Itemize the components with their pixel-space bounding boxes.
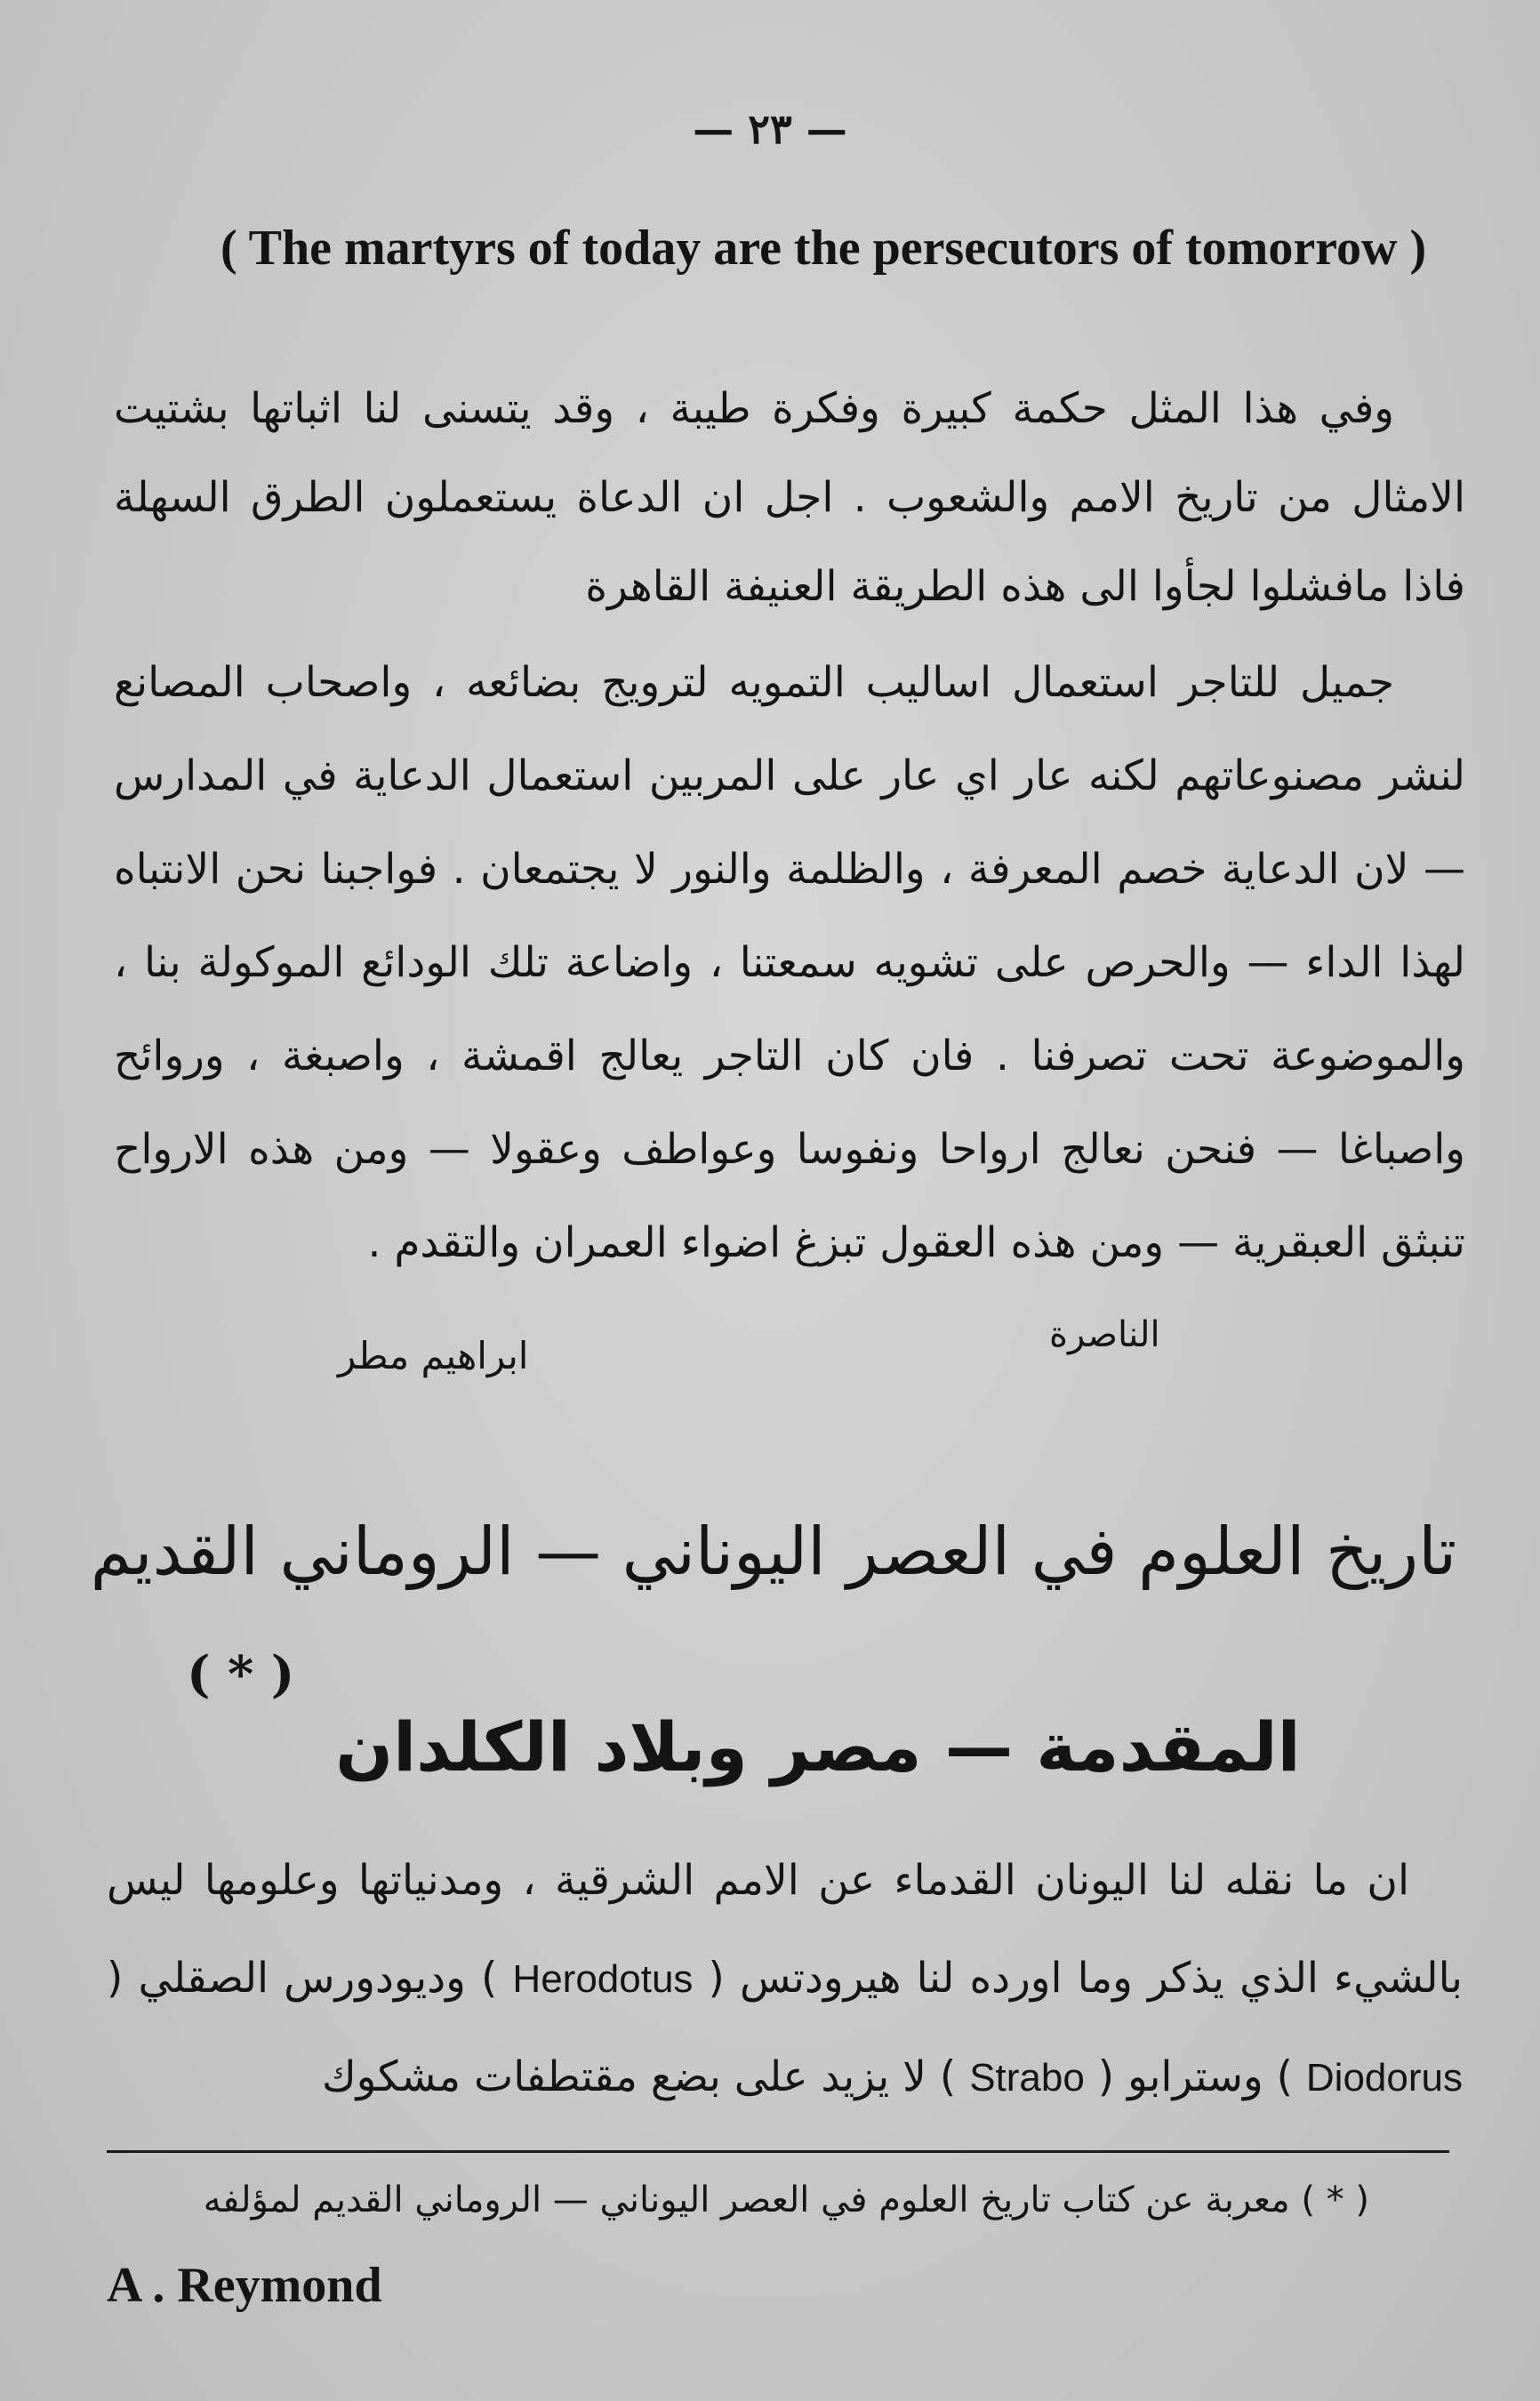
title-footnote-marker: ( * ) bbox=[187, 1645, 295, 1704]
body-text-4: ) لا يزيد على بضع مقتطفات مشكوك bbox=[321, 2052, 957, 2101]
body-text-2: ) وديودورس الصقلي ( bbox=[107, 1954, 498, 2003]
paragraph-1: وفي هذا المثل حكمة كبيرة وفكرة طيبة ، وقد يتسنى لنا اثباتها بشتيت الامثال من تاريخ الامم والشعوب . اجل ان الدعاة يستعملون الطرق السهلة فاذا مافشلوا لجأوا الى هذه الطريقة العنيفة القاهرة bbox=[114, 384, 1465, 611]
body-text-1: ان ما نقله لنا اليونان القدماء عن الامم الشرقية ، ومدنياتها وعلومها ليس بالشيء الذي يذكر وما اورده لنا هيرودتس ( bbox=[107, 1856, 1463, 2003]
article-subtitle: المقدمة — مصر وبلاد الكلدان bbox=[335, 1707, 1301, 1787]
footnote-divider bbox=[107, 2150, 1449, 2153]
article-title: تاريخ العلوم في العصر اليوناني — الروماني القديم bbox=[90, 1514, 1457, 1590]
body-text-3: ) وسترابو ( bbox=[1097, 2052, 1293, 2101]
latin-name-herodotus: Herodotus bbox=[512, 1957, 694, 2001]
article-body-paragraph bbox=[107, 1832, 1463, 2127]
signature-place: الناصرة bbox=[1049, 1314, 1160, 1355]
page-number: — ٢٣ — bbox=[693, 105, 847, 153]
latin-name-diodorus: Diodorus bbox=[1305, 2056, 1463, 2100]
footnote-text: ( * ) معربة عن كتاب تاريخ العلوم في العصر اليوناني — الروماني القديم لمؤلفه bbox=[203, 2180, 1369, 2220]
english-epigraph: ( The martyrs of today are the persecutors of tomorrow ) bbox=[221, 221, 1427, 276]
signature-author: ابراهيم مطر bbox=[338, 1334, 529, 1377]
latin-name-strabo: Strabo bbox=[969, 2056, 1085, 2100]
footnote-author: A . Reymond bbox=[107, 2258, 382, 2313]
paragraph-2: جميل للتاجر استعمال اساليب التمويه لترويج بضائعه ، واصحاب المصانع لنشر مصنوعاتهم لكنه عار اي عار على المربين استعمال الدعاية في المدارس — لان الدعاية خصم المعرفة ، والظلمة والنور لا يجتمعان . فواجبنا نحن الانتباه لهذا الداء — والحرص على تشويه سمعتنا ، واضاعة تلك الودائع الموكولة بنا ، والموضوعة تحت تصرفنا . فان كان التاجر يعالج اقمشة ، واصبغة ، وروائح واصباغا — فنحن نعالج ارواحا ونفوسا وعواطف وعقولا — ومن هذه الارواح تنبثق العبقرية — ومن هذه العقول تبزغ اضواء العمران والتقدم . bbox=[114, 658, 1465, 1267]
